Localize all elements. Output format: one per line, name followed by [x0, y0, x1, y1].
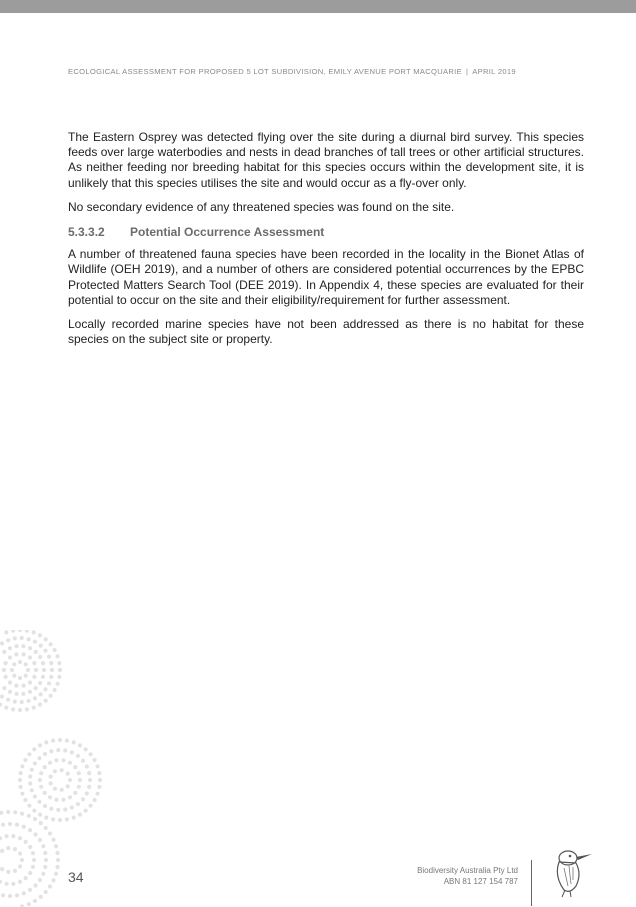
- pattern-dot: [13, 810, 17, 814]
- header-separator: |: [465, 67, 469, 76]
- running-header: [68, 67, 588, 76]
- pattern-dot: [56, 654, 60, 658]
- pattern-dot: [32, 809, 36, 813]
- pattern-dot: [28, 888, 32, 892]
- pattern-dot: [8, 822, 12, 826]
- pattern-dot: [32, 661, 36, 665]
- pattern-dot: [20, 792, 24, 796]
- pattern-dot: [85, 764, 89, 768]
- pattern-dot: [2, 650, 6, 654]
- pattern-dot: [23, 798, 27, 802]
- pattern-dot: [25, 707, 29, 711]
- pattern-dot: [22, 652, 26, 656]
- pattern-dot: [14, 684, 18, 688]
- pattern-dot: [15, 644, 19, 648]
- pattern-dot: [24, 662, 28, 666]
- pattern-dot: [18, 676, 22, 680]
- pattern-dot: [66, 772, 70, 776]
- pattern-dot: [49, 749, 53, 753]
- pattern-dot: [22, 891, 26, 895]
- pattern-dot: [65, 817, 69, 821]
- header-title: ECOLOGICAL ASSESSMENT FOR PROPOSED 5 LOT SUBDIVISION, EMILY AVENUE PORT MACQUARIE: [68, 67, 462, 76]
- footer-divider: [531, 860, 532, 906]
- page-content: [68, 130, 584, 356]
- pattern-dot: [66, 784, 70, 788]
- pattern-dot: [78, 778, 82, 782]
- pattern-dot: [51, 817, 55, 821]
- pattern-dot: [56, 682, 60, 686]
- pattern-dot: [49, 694, 53, 698]
- pattern-dot: [18, 778, 22, 782]
- pattern-dot: [2, 668, 6, 672]
- pattern-dot: [43, 765, 47, 769]
- pattern-dot: [61, 758, 65, 762]
- pattern-dot: [6, 698, 10, 702]
- pattern-dot: [1, 893, 5, 897]
- pattern-dot: [5, 834, 9, 838]
- pattern-dot: [72, 816, 76, 820]
- pattern-dot: [30, 788, 34, 792]
- pattern-dot: [11, 630, 15, 633]
- dot-pattern-decoration: [0, 630, 140, 907]
- pattern-dot: [51, 739, 55, 743]
- pattern-dot: [33, 794, 37, 798]
- pattern-dot: [19, 771, 23, 775]
- pattern-dot: [51, 838, 55, 842]
- pattern-dot: [39, 692, 43, 696]
- pattern-dot: [38, 778, 42, 782]
- pattern-dot: [44, 890, 48, 894]
- pattern-dot: [54, 872, 58, 876]
- pattern-dot: [41, 872, 45, 876]
- pattern-dot: [97, 785, 101, 789]
- pattern-dot: [0, 641, 4, 645]
- pattern-dot: [10, 668, 14, 672]
- pattern-dot: [44, 637, 48, 641]
- pattern-dot: [0, 694, 4, 698]
- pattern-dot: [93, 758, 97, 762]
- pattern-dot: [27, 814, 31, 818]
- paragraph-secondary-evidence: No secondary evidence of any threatened species was found on the site.: [68, 199, 455, 214]
- pattern-dot: [88, 778, 92, 782]
- pattern-dot: [32, 706, 36, 710]
- pattern-dot: [58, 738, 62, 742]
- paragraph-marine-species: Locally recorded marine species have not been addressed as there is no habitat for these species on the subject site or property.: [68, 317, 584, 347]
- pattern-dot: [65, 739, 69, 743]
- pattern-dot: [30, 768, 34, 772]
- pattern-dot: [28, 781, 32, 785]
- pattern-dot: [56, 858, 60, 862]
- pattern-dot: [27, 752, 31, 756]
- pattern-dot: [15, 692, 19, 696]
- pattern-dot: [48, 795, 52, 799]
- pattern-dot: [51, 878, 55, 882]
- pattern-dot: [87, 785, 91, 789]
- pattern-dot: [98, 778, 102, 782]
- pattern-dot: [4, 661, 8, 665]
- pattern-dot: [53, 688, 57, 692]
- section-number: 5.3.3.2: [68, 225, 105, 240]
- pattern-dot: [49, 807, 53, 811]
- pattern-dot: [44, 816, 48, 820]
- pattern-dot: [6, 638, 10, 642]
- pattern-dot: [27, 902, 31, 906]
- pattern-dot: [18, 660, 22, 664]
- pattern-dot: [37, 756, 41, 760]
- pattern-dot: [21, 692, 25, 696]
- pattern-dot: [33, 899, 37, 903]
- pattern-dot: [37, 800, 41, 804]
- pattern-dot: [18, 630, 22, 632]
- pattern-dot: [8, 894, 12, 898]
- paragraph-threatened-fauna: A number of threatened fauna species have been recorded in the locality in the Bionet Atlas of Wildlife (OEH 2019), and a number of others are considered potential occurrences by the EPBC Protected Matters Search Tool (DEE 2019). In Appendix 4, these species are evaluated for their potential to occur on the site and their eligibility/requirement for further assessment.: [68, 247, 584, 307]
- pattern-dot: [4, 675, 8, 679]
- pattern-dot: [26, 668, 30, 672]
- pattern-dot: [1, 823, 5, 827]
- paragraph-osprey: The Eastern Osprey was detected flying over the site during a diurnal bird survey. This species feeds over large waterbodies and nests in dead branches of tall trees or other artificial structures. As neither feeding nor breeding habitat for this species occurs within the development site, it is unlikely that this species utilises the site and would occur as a fly-over only.: [68, 130, 584, 190]
- pattern-dot: [34, 686, 38, 690]
- pattern-dot: [31, 851, 35, 855]
- section-title: Potential Occurrence Assessment: [130, 225, 325, 240]
- pattern-dot: [0, 849, 4, 853]
- pattern-dot: [0, 836, 2, 840]
- pattern-dot: [43, 791, 47, 795]
- pattern-dot: [20, 812, 24, 816]
- pattern-dot: [38, 838, 42, 842]
- pattern-dot: [27, 804, 31, 808]
- pattern-dot: [8, 680, 12, 684]
- pattern-dot: [43, 752, 47, 756]
- pattern-dot: [60, 768, 64, 772]
- pattern-dot: [22, 825, 26, 829]
- pattern-dot: [77, 771, 81, 775]
- pattern-dot: [54, 798, 58, 802]
- pattern-dot: [15, 823, 19, 827]
- pattern-dot: [14, 652, 18, 656]
- pattern-dot: [32, 675, 36, 679]
- pattern-dot: [0, 867, 4, 871]
- pattern-dot: [33, 761, 37, 765]
- pattern-dot: [32, 858, 36, 862]
- pattern-dot: [57, 661, 61, 665]
- pattern-dot: [73, 765, 77, 769]
- pattern-dot: [41, 675, 45, 679]
- company-abn: ABN 81 127 154 787: [443, 877, 518, 886]
- pattern-dot: [13, 869, 17, 873]
- pattern-dot: [27, 699, 31, 703]
- pattern-dot: [18, 864, 22, 868]
- pattern-dot: [56, 808, 60, 812]
- pattern-dot: [68, 778, 72, 782]
- page-number: 34: [68, 869, 84, 885]
- pattern-dot: [2, 686, 6, 690]
- pattern-dot: [73, 791, 77, 795]
- pattern-dot: [76, 754, 80, 758]
- pattern-dot: [28, 690, 32, 694]
- pattern-dot: [43, 865, 47, 869]
- pattern-dot: [70, 805, 74, 809]
- pattern-dot: [89, 804, 93, 808]
- pattern-dot: [49, 775, 53, 779]
- pattern-dot: [24, 840, 28, 844]
- pattern-dot: [23, 758, 27, 762]
- pattern-dot: [15, 893, 19, 897]
- pattern-dot: [48, 761, 52, 765]
- pattern-dot: [24, 674, 28, 678]
- pattern-dot: [60, 788, 64, 792]
- pattern-dot: [12, 662, 16, 666]
- pattern-dot: [43, 649, 47, 653]
- top-bar: [0, 0, 636, 13]
- header-date: APRIL 2019: [472, 67, 516, 76]
- pattern-dot: [21, 644, 25, 648]
- pattern-dot: [63, 748, 67, 752]
- pattern-dot: [38, 743, 42, 747]
- pattern-dot: [33, 832, 37, 836]
- pattern-dot: [33, 817, 37, 821]
- pattern-dot: [5, 882, 9, 886]
- pattern-dot: [44, 740, 48, 744]
- pattern-dot: [28, 646, 32, 650]
- pattern-dot: [55, 851, 59, 855]
- pattern-dot: [89, 752, 93, 756]
- pattern-dot: [22, 684, 26, 688]
- pattern-dot: [32, 747, 36, 751]
- pattern-dot: [38, 681, 42, 685]
- pattern-dot: [54, 844, 58, 848]
- pattern-dot: [4, 630, 8, 634]
- company-name: Biodiversity Australia Pty Ltd: [417, 866, 518, 875]
- pattern-dot: [34, 650, 38, 654]
- pattern-dot: [78, 743, 82, 747]
- pattern-dot: [43, 687, 47, 691]
- pattern-dot: [4, 706, 8, 710]
- pattern-dot: [56, 748, 60, 752]
- pattern-dot: [76, 802, 80, 806]
- pattern-dot: [18, 836, 22, 840]
- section-heading: [68, 225, 584, 240]
- pattern-dot: [54, 758, 58, 762]
- pattern-dot: [48, 884, 52, 888]
- pattern-dot: [8, 655, 12, 659]
- pattern-dot: [25, 630, 29, 633]
- pattern-dot: [18, 880, 22, 884]
- pattern-dot: [49, 675, 53, 679]
- pattern-dot: [49, 661, 53, 665]
- pattern-dot: [50, 668, 54, 672]
- pattern-dot: [38, 655, 42, 659]
- pattern-dot: [84, 809, 88, 813]
- pattern-dot: [28, 871, 32, 875]
- pattern-dot: [87, 771, 91, 775]
- pattern-dot: [41, 661, 45, 665]
- pattern-dot: [47, 681, 51, 685]
- pattern-dot: [38, 813, 42, 817]
- pattern-dot: [39, 771, 43, 775]
- pattern-dot: [53, 648, 57, 652]
- pattern-dot: [84, 747, 88, 751]
- pattern-dot: [33, 696, 37, 700]
- pattern-dot: [43, 851, 47, 855]
- pattern-dot: [81, 759, 85, 763]
- pattern-dot: [39, 644, 43, 648]
- pattern-dot: [57, 675, 61, 679]
- pattern-dot: [33, 640, 37, 644]
- pattern-dot: [0, 811, 3, 815]
- pattern-dot: [42, 668, 46, 672]
- pattern-dot: [85, 791, 89, 795]
- pattern-dot: [20, 764, 24, 768]
- pattern-dot: [44, 858, 48, 862]
- company-info: [417, 865, 518, 887]
- pattern-dot: [13, 847, 17, 851]
- pattern-dot: [47, 655, 51, 659]
- pattern-dot: [39, 785, 43, 789]
- pattern-dot: [28, 655, 32, 659]
- pattern-dot: [43, 804, 47, 808]
- pattern-dot: [38, 633, 42, 637]
- pattern-dot: [12, 674, 16, 678]
- pattern-dot: [97, 771, 101, 775]
- pattern-dot: [96, 764, 100, 768]
- pattern-dot: [28, 680, 32, 684]
- pattern-dot: [39, 895, 43, 899]
- pattern-dot: [18, 708, 22, 712]
- pattern-dot: [72, 740, 76, 744]
- pattern-dot: [38, 703, 42, 707]
- pattern-dot: [24, 876, 28, 880]
- bird-logo-icon: [540, 848, 596, 898]
- pattern-dot: [77, 785, 81, 789]
- pattern-dot: [78, 813, 82, 817]
- pattern-dot: [6, 870, 10, 874]
- pattern-dot: [93, 798, 97, 802]
- pattern-dot: [0, 703, 2, 707]
- pattern-dot: [41, 844, 45, 848]
- pattern-dot: [34, 668, 38, 672]
- pattern-dot: [28, 828, 32, 832]
- pattern-dot: [28, 774, 32, 778]
- pattern-dot: [44, 699, 48, 703]
- pattern-dot: [20, 636, 24, 640]
- pattern-dot: [6, 810, 10, 814]
- pattern-dot: [58, 818, 62, 822]
- pattern-dot: [38, 878, 42, 882]
- pattern-dot: [11, 707, 15, 711]
- pattern-dot: [53, 787, 57, 791]
- pattern-dot: [58, 668, 62, 672]
- pattern-dot: [13, 636, 17, 640]
- pattern-dot: [68, 761, 72, 765]
- pattern-dot: [63, 807, 67, 811]
- pattern-dot: [33, 883, 37, 887]
- pattern-dot: [61, 798, 65, 802]
- pattern-dot: [19, 785, 23, 789]
- pattern-dot: [8, 690, 12, 694]
- pattern-dot: [28, 845, 32, 849]
- pattern-dot: [31, 865, 35, 869]
- pattern-dot: [49, 642, 53, 646]
- pattern-dot: [96, 792, 100, 796]
- pattern-dot: [32, 630, 36, 634]
- pattern-dot: [81, 797, 85, 801]
- pattern-dot: [48, 831, 52, 835]
- pattern-dot: [8, 646, 12, 650]
- pattern-dot: [13, 700, 17, 704]
- pattern-dot: [6, 846, 10, 850]
- pattern-dot: [49, 781, 53, 785]
- pattern-dot: [55, 865, 59, 869]
- pattern-dot: [20, 700, 24, 704]
- pattern-dot: [18, 851, 22, 855]
- pattern-dot: [20, 858, 24, 862]
- pattern-dot: [53, 769, 57, 773]
- pattern-dot: [44, 826, 48, 830]
- pattern-dot: [70, 750, 74, 754]
- pattern-dot: [0, 880, 2, 884]
- pattern-dot: [27, 637, 31, 641]
- pattern-dot: [39, 821, 43, 825]
- pattern-dot: [68, 795, 72, 799]
- pattern-dot: [11, 834, 15, 838]
- pattern-dot: [11, 882, 15, 886]
